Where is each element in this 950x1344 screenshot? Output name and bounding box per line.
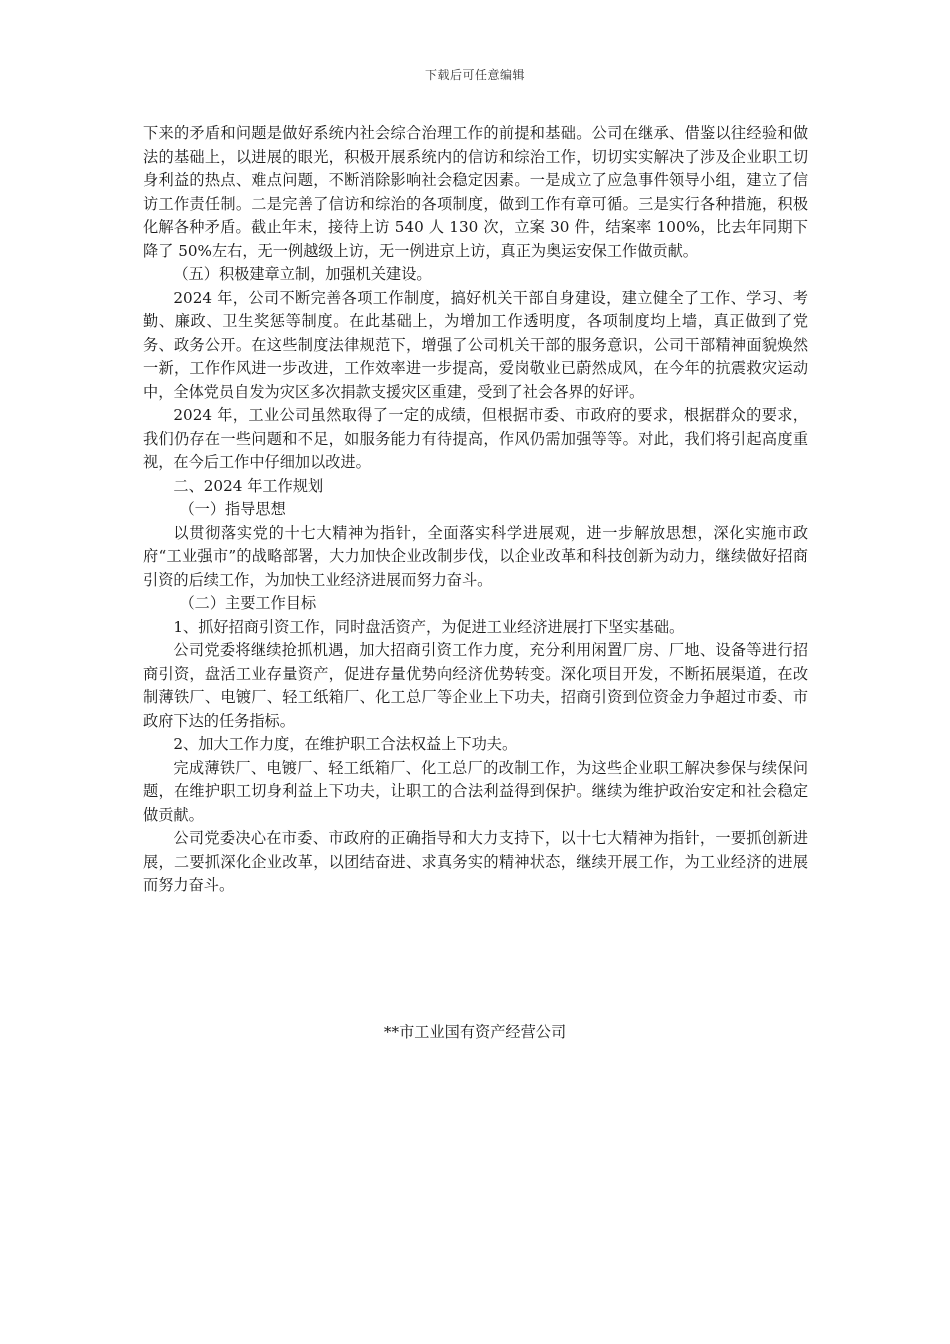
paragraph: 公司党委决心在市委、市政府的正确指导和大力支持下，以十七大精神为指针，一要抓创新进展，二要抓深化企业改革，以团结奋进、求真务实的精神状态，继续开展工作，为工业经济的进展而努力奋斗。 — [143, 829, 808, 894]
subsection-heading: （一）指导思想 — [179, 500, 286, 518]
subsection-heading: （二）主要工作目标 — [179, 594, 317, 612]
page-header: 下载后可任意编辑 — [424, 68, 525, 82]
section-heading: 二、2024 年工作规划 — [173, 476, 324, 495]
section-heading: （五）积极建章立制，加强机关建设。 — [173, 265, 432, 283]
paragraph: 完成薄铁厂、电镀厂、轻工纸箱厂、化工总厂的改制工作，为这些企业职工解决参保与续保问题，在维护职工切身利益上下功夫，让职工的合法利益得到保护。继续为维护政治安定和社会稳定做贡献。 — [143, 758, 808, 824]
document-body — [143, 122, 808, 898]
paragraph: 2、加大工作力度，在维护职工合法权益上下功夫。 — [173, 735, 518, 753]
paragraph: 以贯彻落实党的十七大精神为指针，全面落实科学进展观，进一步解放思想，深化实施市政府“工业强市”的战略部署，大力加快企业改制步伐，以企业改革和科技创新为动力，继续做好招商引资的后续工作，为加快工业经济进展而努力奋斗。 — [143, 523, 808, 589]
signature: **市工业国有资产经营公司 — [383, 1023, 567, 1041]
paragraph: 1、抓好招商引资工作，同时盘活资产，为促进工业经济进展打下坚实基础。 — [173, 617, 685, 636]
paragraph: 2024 年，工业公司虽然取得了一定的成绩，但根据市委、市政府的要求，根据群众的要求，我们仍存在一些问题和不足，如服务能力有待提高，作风仍需加强等等。对此，我们将引起高度重视，在今后工作中仔细加以改进。 — [143, 406, 808, 471]
paragraph: 下来的矛盾和问题是做好系统内社会综合治理工作的前提和基础。公司在继承、借鉴以往经验和做法的基础上，以进展的眼光，积极开展系统内的信访和综治工作，切切实实解决了涉及企业职工切身利益的热点、难点问题，不断消除影响社会稳定因素。一是成立了应急事件领导小组，建立了信访工作责任制。二是完善了信访和综治的各项制度，做到工作有章可循。三是实行各种措施，积极化解各种矛盾。截止年末，接待上访 540 人 130 次，立案 30 件，结案率 100%，比去年同期下降了 50%左右，无一例越级上访，无一例进京上访，真正为奥运安保工作做贡献。 — [143, 124, 808, 260]
paragraph: 2024 年，公司不断完善各项工作制度，搞好机关干部自身建设，建立健全了工作、学习、考勤、廉政、卫生奖惩等制度。在此基础上，为增加工作透明度，各项制度均上墙，真正做到了党务、政务公开。在这些制度法律规范下，增强了公司机关干部的服务意识，公司干部精神面貌焕然一新，工作作风进一步改进，工作效率进一步提高，爱岗敬业已蔚然成风，在今年的抗震救灾运动中，全体党员自发为灾区多次捐款支援灾区重建，受到了社会各界的好评。 — [143, 288, 808, 401]
paragraph: 公司党委将继续抢抓机遇，加大招商引资工作力度，充分利用闲置厂房、厂地、设备等进行招商引资，盘活工业存量资产，促进存量优势向经济优势转变。深化项目开发，不断拓展渠道，在改制薄铁厂、电镀厂、轻工纸箱厂、化工总厂等企业上下功夫，招商引资到位资金力争超过市委、市政府下达的任务指标。 — [143, 641, 808, 730]
